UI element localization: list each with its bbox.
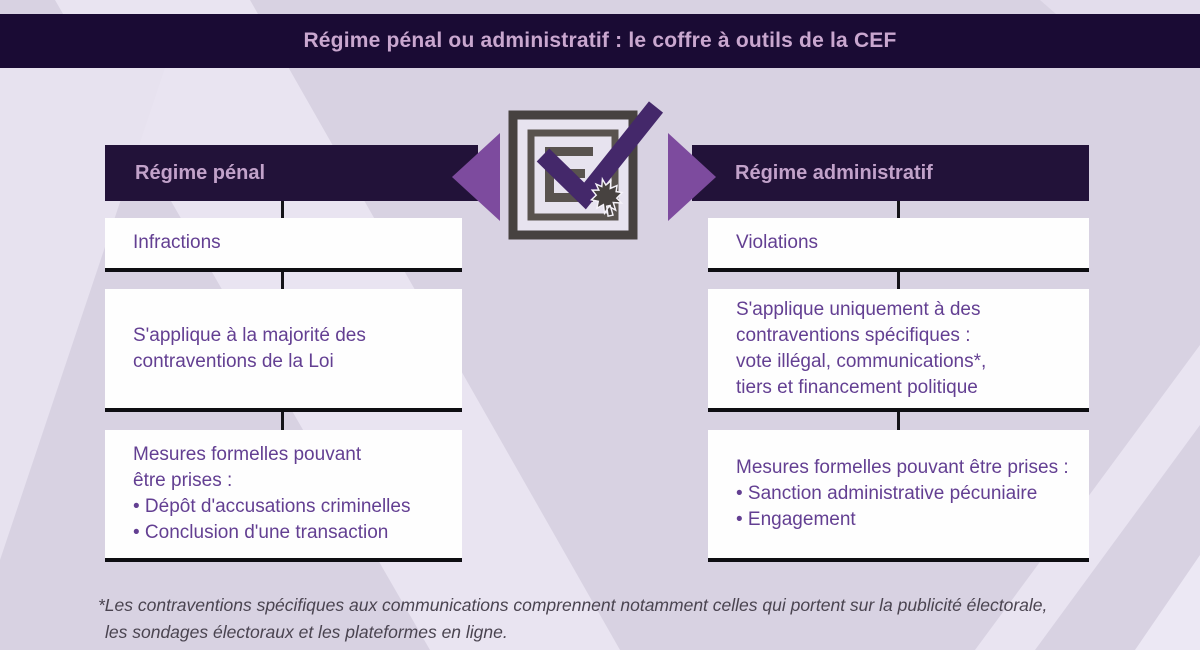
box-text-line: • Conclusion d'une transaction (133, 522, 389, 543)
box-text-line: contraventions de la Loi (133, 350, 334, 372)
box-text-line: tiers et financement politique (736, 376, 978, 398)
box-text-line: Infractions (133, 232, 221, 253)
penal-box-infractions (105, 218, 462, 272)
box-text-line: Mesures formelles pouvant être prises : (736, 457, 1069, 478)
box-text-line: • Engagement (736, 509, 856, 530)
left-arrow-icon (452, 133, 500, 221)
page-title: Régime pénal ou administratif : le coffre à outils de la CEF (303, 29, 897, 52)
admin-box-measures (708, 430, 1089, 562)
box-text-line: • Sanction administrative pécuniaire (736, 483, 1038, 504)
administrative-regime-header-label: Régime administratif (735, 161, 933, 184)
footnote-line: *Les contraventions spécifiques aux communications comprennent notamment celles qui portent sur la publicité électorale, (98, 595, 1048, 615)
penal-box-measures (105, 430, 462, 562)
administrative-regime-header (692, 145, 1089, 201)
background-chevron (1040, 0, 1200, 14)
right-arrow-icon (668, 133, 716, 221)
footnote (98, 592, 1047, 646)
penal-box-scope (105, 289, 462, 412)
title-bar (0, 14, 1200, 68)
box-text-line: S'applique uniquement à des (736, 298, 981, 320)
box-text-line: Mesures formelles pouvant (133, 444, 362, 465)
footnote-line: les sondages électoraux et les plateformes en ligne. (105, 622, 508, 642)
penal-regime-header (105, 145, 478, 201)
cef-logo (503, 97, 667, 249)
penal-regime-header-label: Régime pénal (135, 161, 266, 184)
box-text-line: être prises : (133, 470, 233, 491)
box-text-line: • Dépôt d'accusations criminelles (133, 496, 411, 517)
box-text-line: Violations (736, 232, 819, 253)
box-text-line: S'applique à la majorité des (133, 324, 366, 346)
box-text-line: contraventions spécifiques : (736, 324, 971, 346)
admin-box-scope (708, 289, 1089, 412)
admin-box-violations (708, 218, 1089, 272)
box-text-line: vote illégal, communications*, (736, 350, 987, 372)
